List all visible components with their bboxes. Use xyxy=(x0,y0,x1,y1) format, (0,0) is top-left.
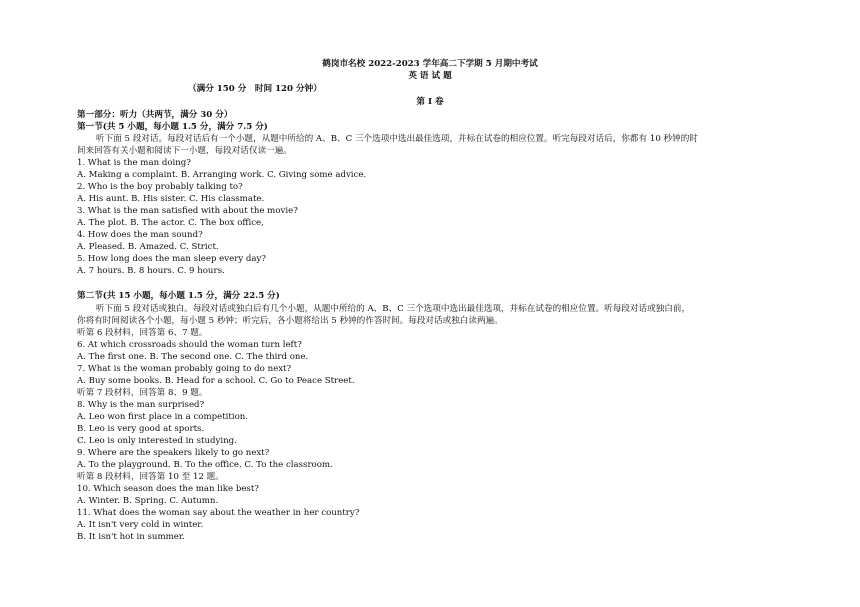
question-line: 5. How long does the man sleep every day? xyxy=(77,254,266,264)
question-line: 11. What does the woman say about the weather in her country? xyxy=(77,508,360,518)
question-line: 2. Who is the boy probably talking to? xyxy=(77,182,243,192)
part1-heading: 第一部分：听力（共两节，满分 30 分） xyxy=(77,110,233,120)
material-note: 听第 8 段材料，回答第 10 至 12 题。 xyxy=(77,472,224,482)
option-line: A. Leo won first place in a competition. xyxy=(77,412,249,422)
section1-instructions-2: 间来回答有关小题和阅读下一小题，每段对话仅读一遍。 xyxy=(77,146,292,156)
option-line: A. Buy some books. B. Head for a school. C. Go to Peace Street. xyxy=(77,376,355,386)
question-line: 4. How does the man sound? xyxy=(77,230,203,240)
exam-meta: （满分 150 分 时间 120 分钟） xyxy=(188,84,322,94)
section1-instructions-1: 听下面 5 段对话。每段对话后有一个小题，从题中所给的 A、B、C 三个选项中选出最佳选项，并标在试卷的相应位置。听完每段对话后，你都有 10 秒钟的时 xyxy=(96,134,698,144)
option-line: A. Pleased. B. Amazed. C. Strict. xyxy=(77,242,219,252)
option-line: A. The first one. B. The second one. C. The third one. xyxy=(77,352,309,362)
option-line: A. It isn't very cold in winter. xyxy=(77,520,204,530)
exam-subject: 英 语 试 题 xyxy=(408,71,452,81)
option-line: A. The plot. B. The actor. C. The box office, xyxy=(77,218,264,228)
option-line: B. Leo is very good at sports. xyxy=(77,424,205,434)
question-line: 6. At which crossroads should the woman turn left? xyxy=(77,340,302,350)
option-line: C. Leo is only interested in studying. xyxy=(77,436,237,446)
option-line: A. To the playground. B. To the office. C. To the classroom. xyxy=(77,460,333,470)
material-note: 听第 7 段材料，回答第 8、9 题。 xyxy=(77,388,208,398)
question-line: 9. Where are the speakers likely to go next? xyxy=(77,448,270,458)
section2-instructions-1: 听下面 5 段对话或独白。每段对话或独白后有几个小题，从题中所给的 A、B、C 三个选项中选出最佳选项，并标在试卷的相应位置。听每段对话或独白前， xyxy=(96,304,691,314)
question-line: 8. Why is the man surprised? xyxy=(77,400,205,410)
option-line: A. Making a complaint. B. Arranging work. C. Giving some advice. xyxy=(77,170,367,180)
material-note: 听第 6 段材料，回答第 6、7 题。 xyxy=(77,328,208,338)
question-line: 1. What is the man doing? xyxy=(77,158,191,168)
section2-heading: 第二节(共 15 小题，每小题 1.5 分，满分 22.5 分) xyxy=(77,291,280,301)
option-line: A. His aunt. B. His sister. C. His classmate. xyxy=(77,194,265,204)
question-line: 10. Which season does the man like best? xyxy=(77,484,259,494)
question-line: 7. What is the woman probably going to do next? xyxy=(77,364,292,374)
option-line: A. 7 hours. B. 8 hours. C. 9 hours. xyxy=(77,266,225,276)
question-line: 3. What is the man satisfied with about the movie? xyxy=(77,206,298,216)
section1-heading: 第一节(共 5 小题，每小题 1.5 分，满分 7.5 分) xyxy=(77,122,268,132)
option-line: B. It isn't hot in summer. xyxy=(77,532,185,542)
volume-label: 第 I 卷 xyxy=(416,97,444,107)
option-line: A. Winter. B. Spring. C. Autumn. xyxy=(77,496,219,506)
exam-title: 鹤岗市名校 2022-2023 学年高二下学期 5 月期中考试 xyxy=(322,59,538,69)
section2-instructions-2: 你将有时间阅读各个小题，每小题 5 秒钟；听完后，各小题将给出 5 秒钟的作答时间。每段对话或独白读两遍。 xyxy=(77,316,503,326)
